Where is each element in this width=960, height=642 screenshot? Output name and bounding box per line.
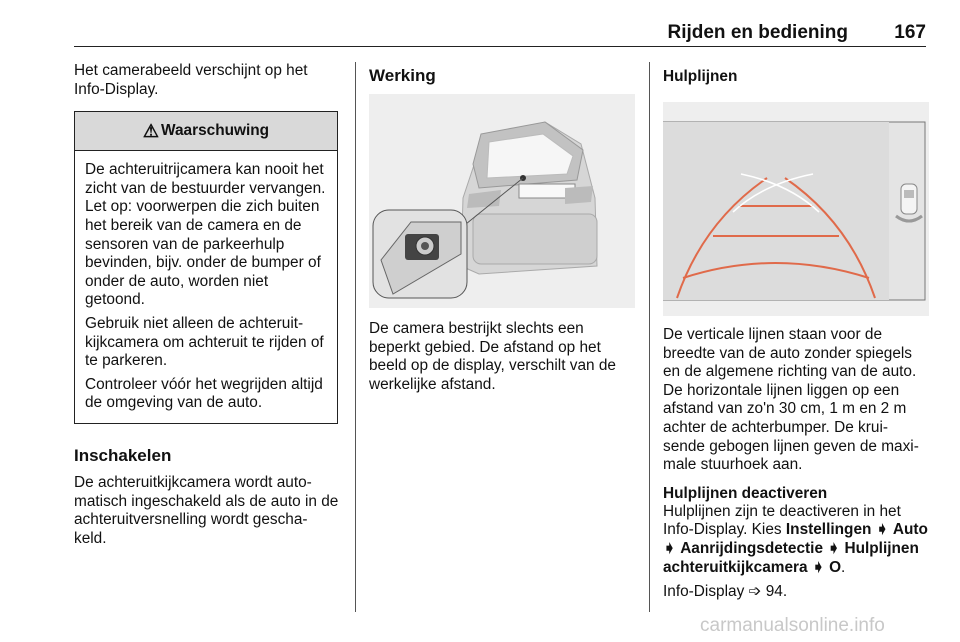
section-title-deactiveren: Hulplijnen deactiveren	[663, 484, 828, 502]
warning-header	[75, 112, 337, 151]
section-title-werking: Werking	[369, 66, 436, 85]
rear-camera-illustration	[369, 94, 635, 308]
end-period: .	[841, 558, 846, 576]
menu-item-aanrijdingsdetectie: Aanrijdingsdetectie	[680, 539, 824, 557]
intro-text: Het camerabeeld verschijnt op het Info-Display.	[74, 62, 308, 98]
column-right	[663, 62, 929, 602]
warning-title: Waarschuwing	[161, 122, 270, 140]
header-title: Rijden en bediening	[667, 22, 848, 43]
menu-item-instellingen: Instellingen	[785, 521, 872, 539]
page-reference-icon: ➩	[748, 583, 762, 601]
column-middle	[369, 62, 635, 394]
section-text-inschakelen: De achteruitkijkcamera wordt auto-matisch ingeschakeld als de auto in de achteruitversnelling wordt gescha-keld.	[74, 473, 339, 547]
warning-triangle-icon: ⚠	[142, 120, 160, 141]
toggle-off-icon: O	[829, 558, 842, 576]
hulplijnen-text: De verticale lijnen staan voor de breedte van de auto zonder spiegels en de algemene richting van de auto. De horizontale lijnen liggen op een afstand van zo'n 30 cm, 1 m en 2 m achter de achterbumper. De krui-sende gebogen lijnen geven de maxi-male stuurhoek aan.	[663, 326, 919, 474]
column-separator-2	[649, 62, 650, 612]
header-rule	[74, 46, 926, 47]
column-left	[74, 62, 340, 548]
guide-lines-display-illustration	[663, 102, 929, 316]
warning-paragraph: De achteruitrijcamera kan nooit het zicht van de bestuurder vervangen. Let op: voorwerpen die zich buiten het bereik van de camera en de sensoren van de parkeerhulp bevinden, bijv. onder de bumper of onder de auto, worden niet getoond.	[85, 161, 326, 309]
warning-paragraph: Controleer vóór het wegrijden altijd de omgeving van de auto.	[85, 375, 323, 412]
arrow-right-icon: ➧	[811, 558, 825, 576]
menu-item-auto: Auto	[892, 521, 928, 539]
page-number: 167	[894, 22, 926, 43]
werking-text: De camera bestrijkt slechts een beperkt gebied. De afstand op het beeld op de display, verschilt van de werkelijke afstand.	[369, 320, 616, 393]
arrow-right-icon: ➧	[663, 539, 676, 557]
info-display-reference	[663, 583, 929, 602]
section-title-inschakelen: Inschakelen	[74, 445, 172, 465]
section-title-hulplijnen: Hulplijnen	[663, 68, 738, 85]
column-separator-1	[355, 62, 356, 612]
deactiveren-text	[663, 503, 929, 577]
warning-body	[75, 151, 337, 423]
arrow-right-icon: ➧	[827, 539, 841, 557]
deactiveren-intro: Hulplijnen zijn te deactiveren in het Info-Display. Kies	[663, 502, 901, 539]
watermark: carmanualsonline.info	[700, 615, 885, 636]
reference-text: Info-Display	[663, 583, 745, 601]
reference-page: 94.	[765, 583, 788, 601]
menu-item-hulplijnen: Hulplijnen achteruitkijkcamera	[663, 539, 919, 576]
warning-box	[74, 111, 338, 424]
arrow-right-icon: ➧	[875, 521, 889, 539]
warning-paragraph: Gebruik niet alleen de achteruit-kijkcamera om achteruit te rijden of te parkeren.	[85, 314, 324, 370]
